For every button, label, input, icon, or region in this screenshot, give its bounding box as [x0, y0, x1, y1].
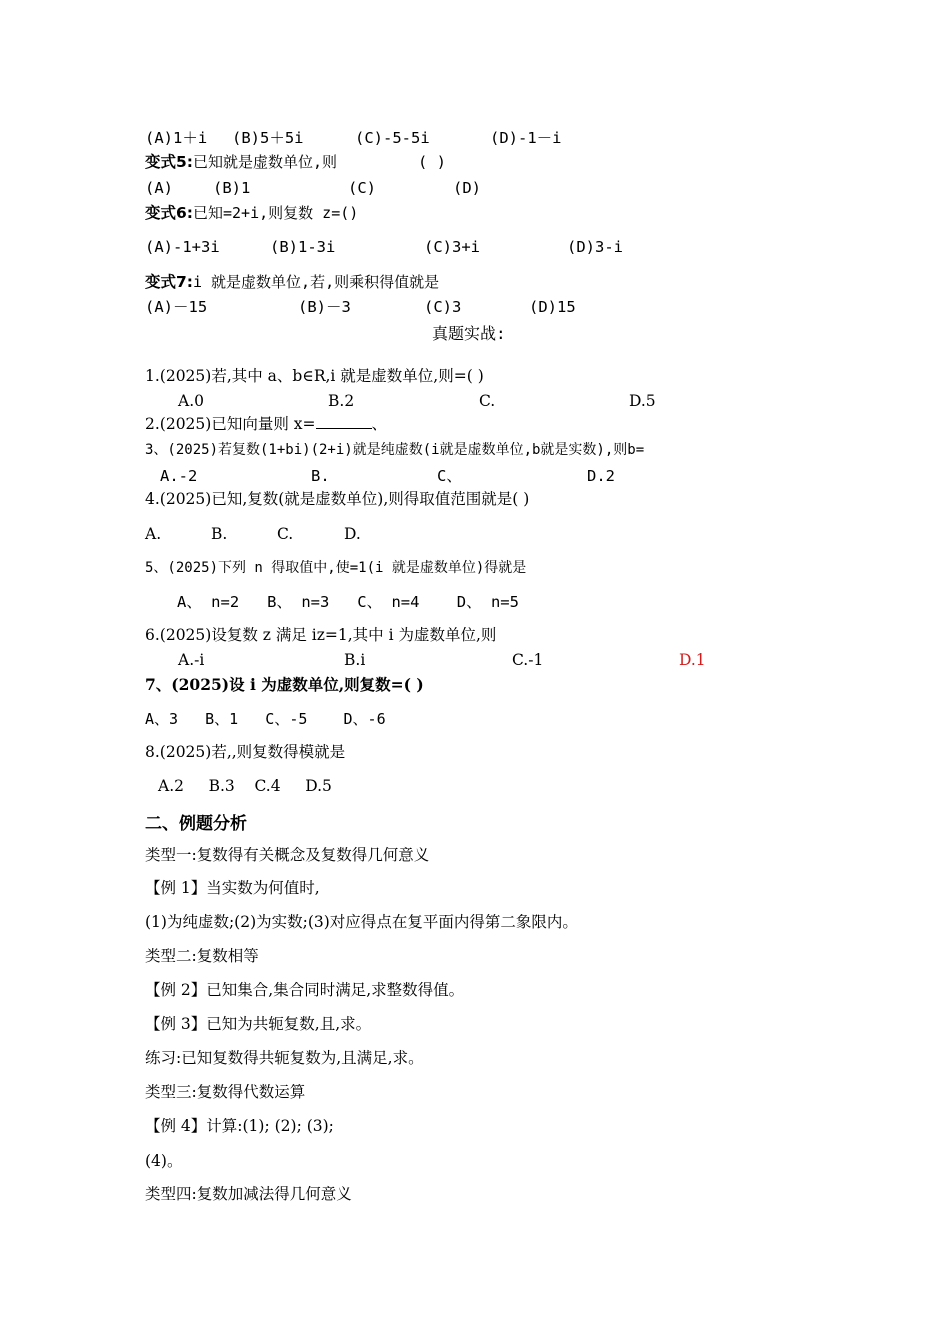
v5-option-b: (B)1 [213, 179, 251, 197]
q1-option-c: C. [479, 392, 496, 410]
variant-6-label: 变式6: [145, 204, 193, 222]
variant-5-text: 已知就是虚数单位,则 [192, 153, 338, 171]
q3-option-c: C、 [437, 467, 462, 485]
variant-5 [145, 152, 337, 172]
question-8: 8.(2025)若,,则复数得模就是 [145, 743, 346, 761]
q3-option-d: D.2 [587, 467, 615, 485]
type-3-heading: 类型三:复数得代数运算 [145, 1083, 306, 1101]
type-4-heading: 类型四:复数加减法得几何意义 [145, 1185, 352, 1203]
v6-option-a: (A)-1+3i [145, 238, 220, 256]
question-5: 5、(2025)下列 n 得取值中,使=1(i 就是虚数单位)得就是 [145, 560, 527, 576]
example-4-part-4: (4)。 [145, 1152, 183, 1170]
example-1-parts: (1)为纯虚数;(2)为实数;(3)对应得点在复平面内得第二象限内。 [145, 913, 578, 931]
variant-7-label: 变式7: [145, 273, 193, 291]
v5-option-a: (A) [145, 179, 173, 197]
q1-option-a: A.0 [178, 392, 204, 410]
example-3: 【例 3】已知为共轭复数,且,求。 [145, 1015, 372, 1033]
q6-option-d-answer: D.1 [679, 651, 706, 669]
question-1: 1.(2025)若,其中 a、b∈R,i 就是虚数单位,则=( ) [145, 367, 484, 385]
v6-option-d: (D)3-i [567, 238, 623, 256]
v4-option-a: (A)1＋i [145, 129, 208, 147]
question-2-tail: 、 [371, 415, 388, 433]
v7-option-b: (B)－3 [298, 298, 351, 316]
v6-option-c: (C)3+i [424, 238, 480, 256]
q7-options: A、3 B、1 C、-5 D、-6 [145, 710, 386, 728]
question-7: 7、(2025)设 i 为虚数单位,则复数=( ) [145, 675, 424, 694]
variant-7-text: i 就是虚数单位,若,则乘积得值就是 [192, 273, 440, 291]
q3-option-b: B. [311, 467, 330, 485]
q6-option-a: A.-i [178, 651, 205, 669]
type-1-heading: 类型一:复数得有关概念及复数得几何意义 [145, 846, 430, 864]
v4-option-c: (C)-5-5i [355, 129, 430, 147]
question-2 [145, 414, 387, 434]
variant-6-text: 已知=2+i,则复数 z=() [192, 204, 359, 222]
practice: 练习:已知复数得共轭复数为,且满足,求。 [145, 1049, 424, 1067]
variant-5-paren: ( ) [418, 153, 446, 171]
q1-option-d: D.5 [629, 392, 656, 410]
v7-option-a: (A)－15 [145, 298, 208, 316]
v4-option-b: (B)5＋5i [232, 129, 304, 147]
example-2: 【例 2】已知集合,集合同时满足,求整数得值。 [145, 981, 465, 999]
example-4: 【例 4】计算:(1); (2); (3); [145, 1117, 334, 1135]
question-6: 6.(2025)设复数 z 满足 iz=1,其中 i 为虚数单位,则 [145, 626, 497, 644]
example-1: 【例 1】当实数为何值时, [145, 879, 320, 897]
v6-option-b: (B)1-3i [270, 238, 336, 256]
q1-option-b: B.2 [328, 392, 355, 410]
v5-option-d: (D) [453, 179, 481, 197]
q8-options: A.2 B.3 C.4 D.5 [158, 777, 332, 795]
question-2-text: 2.(2025)已知向量则 x= [145, 415, 316, 433]
variant-5-label: 变式5: [145, 153, 193, 171]
v4-option-d: (D)-1－i [490, 129, 562, 147]
q6-option-b: B.i [344, 651, 366, 669]
variant-6 [145, 203, 358, 223]
q6-option-c: C.-1 [512, 651, 544, 669]
v7-option-c: (C)3 [424, 298, 462, 316]
answer-blank [316, 414, 372, 429]
q3-option-a: A.-2 [160, 467, 198, 485]
q4-option-d: D. [344, 525, 361, 543]
variant-7 [145, 272, 439, 292]
section-heading: 二、例题分析 [145, 814, 247, 834]
q4-option-a: A. [145, 525, 162, 543]
q4-option-c: C. [277, 525, 294, 543]
q5-options: A、 n=2 B、 n=3 C、 n=4 D、 n=5 [177, 593, 519, 611]
section-title: 真题实战: [432, 324, 506, 343]
question-4: 4.(2025)已知,复数(就是虚数单位),则得取值范围就是( ) [145, 490, 530, 508]
q4-option-b: B. [211, 525, 228, 543]
v5-option-c: (C) [348, 179, 376, 197]
question-3: 3、(2025)若复数(1+bi)(2+i)就是纯虚数(i就是虚数单位,b就是实数),则b= [145, 442, 645, 458]
type-2-heading: 类型二:复数相等 [145, 947, 259, 965]
v7-option-d: (D)15 [529, 298, 576, 316]
